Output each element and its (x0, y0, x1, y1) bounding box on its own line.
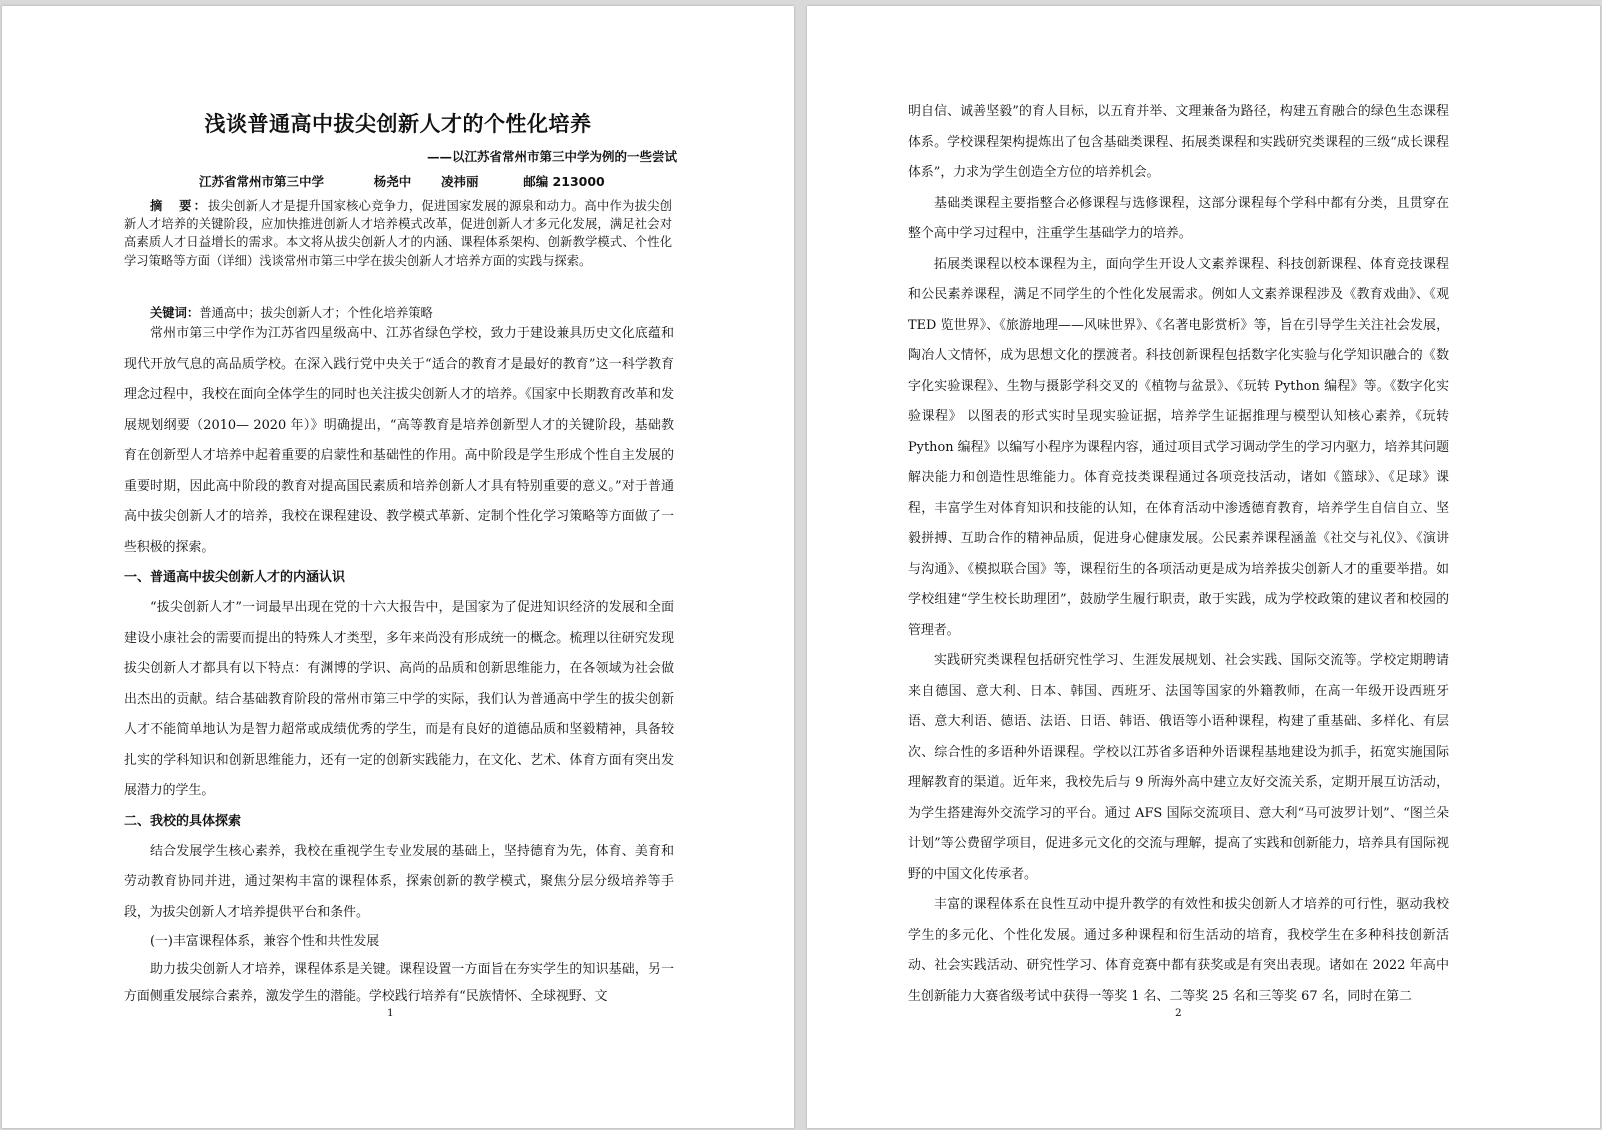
author-line (199, 172, 605, 190)
paragraph: 拓展类课程以校本课程为主，面向学生开设人文素养课程、科技创新课程、体育竞技课程和公民素养课程，满足不同学生的个性化发展需求。例如人文素养课程涉及《教育戏曲》、《观 TED 览世界》、《旅游地理——风味世界》、《名著电影赏析》等，旨在引导学生关注社会发展，陶冶人文情怀，成为思想文化的摆渡者。科技创新课程包括数字化实验与化学知识融合的《数字化实验课程》、生物与摄影学科交叉的《植物与盆景》、《玩转 Python 编程》等。《数字化实验课程》 以图表的形式实时呈现实验证据，培养学生证据推理与模型认知核心素养，《玩转 Python 编程》以编写小程序为课程内容，通过项目式学习调动学生的学习内驱力，培养其问题解决能力和创造性思维能力。体育竞技类课程通过各项竞技活动，诸如《篮球》、《足球》课程，丰富学生对体育知识和技能的认知，在体育活动中渗透德育教育，培养学生自信自立、坚毅拼搏、互助合作的精神品质，促进身心健康发展。公民素养课程涵盖《社交与礼仪》、《演讲与沟通》、《模拟联合国》等，课程衍生的各项活动更是成为培养拔尖创新人才的重要举措。如学校组建“学生校长助理团”，鼓励学生履行职责，敢于实践，成为学校政策的建议者和校园的管理者。 (908, 256, 1449, 638)
article-subtitle: ——以江苏省常州市第三中学为例的一些尝试 (426, 149, 677, 164)
author-name: 杨尧中 (373, 174, 412, 189)
abstract (124, 197, 672, 270)
author-name: 凌祎丽 (440, 174, 479, 189)
page-2-body (908, 97, 1449, 1012)
page-1-body (124, 319, 674, 1010)
subsection-heading: (一)丰富课程体系，兼容个性和共性发展 (150, 934, 380, 949)
page-number: 1 (387, 1007, 394, 1019)
postcode: 邮编 213000 (523, 174, 605, 189)
section-heading: 一、普通高中拔尖创新人才的内涵认识 (124, 570, 346, 585)
document-page-1 (2, 6, 794, 1128)
page-number: 2 (1175, 1007, 1182, 1019)
paragraph: 助力拔尖创新人才培养，课程体系是关键。课程设置一方面旨在夯实学生的知识基础，另一方面侧重发展综合素养，激发学生的潜能。学校践行培养有“民族情怀、全球视野、文 (124, 962, 674, 1004)
document-page-2 (807, 6, 1600, 1128)
paragraph: 实践研究类课程包括研究性学习、生涯发展规划、社会实践、国际交流等。学校定期聘请来自德国、意大利、日本、韩国、西班牙、法国等国家的外籍教师，在高一年级开设西班牙语、意大利语、德语、法语、日语、韩语、俄语等小语种课程，构建了重基础、多样化、有层次、综合性的多语种外语课程。学校以江苏省多语种外语课程基地建设为抓手，拓宽实施国际理解教育的渠道。近年来，我校先后与 9 所海外高中建立友好交流关系，定期开展互访活动，为学生搭建海外交流学习的平台。通过 AFS 国际交流项目、意大利“马可波罗计划”、“图兰朵计划”等公费留学项目，促进多元文化的交流与理解，提高了实践和创新能力，培养具有国际视野的中国文化传承者。 (908, 653, 1449, 882)
paragraph: 丰富的课程体系在良性互动中提升教学的有效性和拔尖创新人才培养的可行性，驱动我校学生的多元化、个性化发展。通过多种课程和衍生活动的培育，我校学生在多种科技创新活动、社会实践活动、研究性学习、体育竞赛中都有获奖或是有突出表现。诸如在 2022 年高中生创新能力大赛省级考试中获得一等奖 1 名、二等奖 25 名和三等奖 67 名，同时在第二 (908, 897, 1449, 1004)
paragraph: 基础类课程主要指整合必修课程与选修课程，这部分课程每个学科中都有分类，且贯穿在整个高中学习过程中，注重学生基础学力的培养。 (908, 195, 1449, 241)
school-name: 江苏省常州市第三中学 (199, 174, 325, 189)
abstract-label: 摘 要： (150, 199, 209, 213)
section-heading: 二、我校的具体探索 (124, 813, 242, 829)
keywords-text: 普通高中；拔尖创新人才；个性化培养策略 (199, 306, 433, 320)
paragraph: 结合发展学生核心素养，我校在重视学生专业发展的基础上，坚持德育为先，体育、美育和劳动教育协同并进，通过架构丰富的课程体系，探索创新的教学模式，聚焦分层分级培养等手段，为拔尖创新人才培养提供平台和条件。 (124, 843, 674, 920)
paragraph: 常州市第三中学作为江苏省四星级高中、江苏省绿色学校，致力于建设兼具历史文化底蕴和现代开放气息的高品质学校。在深入践行党中央关于“适合的教育才是最好的教育”这一科学教育理念过程中，我校在面向全体学生的同时也关注拔尖创新人才的培养。《国家中长期教育改革和发展规划纲要（2010— 2020 年）》明确提出，“高等教育是培养创新型人才的关键阶段，基础教育在创新型人才培养中起着重要的启蒙性和基础性的作用。高中阶段是学生形成个性自主发展的重要时期，因此高中阶段的教育对提高国民素质和培养创新人才具有特别重要的意义。”对于普通高中拔尖创新人才的培养，我校在课程建设、教学模式革新、定制个性化学习策略等方面做了一些积极的探索。 (124, 326, 674, 555)
keywords-label: 关键词： (150, 306, 200, 320)
paragraph: 明自信、诚善坚毅”的育人目标，以五育并举、文理兼备为路径，构建五育融合的绿色生态课程体系。学校课程架构提炼出了包含基础类课程、拓展类课程和实践研究类课程的三级“成长课程体系”，力求为学生创造全方位的培养机会。 (908, 104, 1449, 180)
abstract-text: 拔尖创新人才是提升国家核心竞争力，促进国家发展的源泉和动力。高中作为拔尖创新人才培养的关键阶段，应加快推进创新人才培养模式改革，促进创新人才多元化发展，满足社会对高素质人才日益增长的需求。本文将从拔尖创新人才的内涵、课程体系架构、创新教学模式、个性化学习策略等方面（详细）浅谈常州市第三中学在拔尖创新人才培养方面的实践与探索。 (124, 199, 672, 268)
paragraph: “拔尖创新人才”一词最早出现在党的十六大报告中，是国家为了促进知识经济的发展和全面建设小康社会的需要而提出的特殊人才类型，多年来尚没有形成统一的概念。梳理以往研究发现拔尖创新人才都具有以下特点：有渊博的学识、高尚的品质和创新思维能力，在各领域为社会做出杰出的贡献。结合基础教育阶段的常州市第三中学的实际，我们认为普通高中学生的拔尖创新人才不能简单地认为是智力超常或成绩优秀的学生，而是有良好的道德品质和坚毅精神，具备较扎实的学科知识和创新思维能力，还有一定的创新实践能力，在文化、艺术、体育方面有突出发展潜力的学生。 (124, 600, 674, 798)
article-title: 浅谈普通高中拔尖创新人才的个性化培养 (204, 112, 592, 136)
